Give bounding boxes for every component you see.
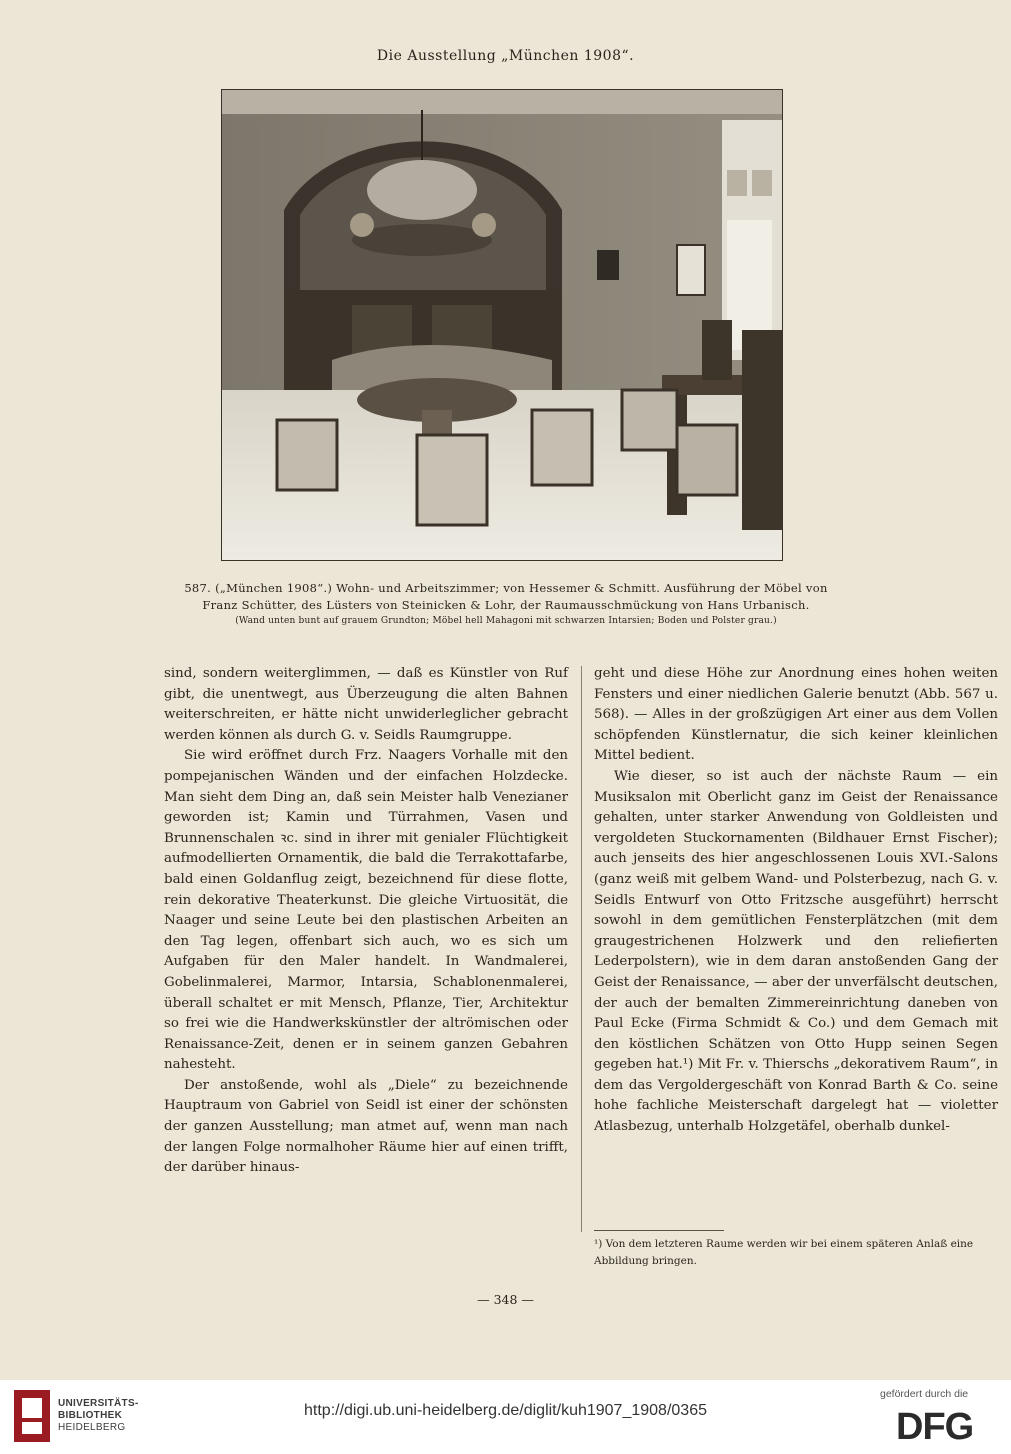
paragraph: Der anstoßende, wohl als „Diele“ zu bezeichnende Hauptraum von Gabriel von Seidl ist einer der schönsten der ganzen Ausstellung; man atmet auf, wenn man nach der langen Folge normalhoher Räume hier auf einen trifft, der darüber hinaus-: [164, 1077, 568, 1176]
caption-line-1: 587. („München 1908“.) Wohn- und Arbeitszimmer; von Hessemer & Schmitt. Ausführung der Möbel von: [184, 581, 828, 595]
running-head: Die Ausstellung „München 1908“.: [376, 48, 635, 64]
institution-line: UNIVERSITÄTS-: [58, 1398, 139, 1409]
interior-photograph: [221, 89, 783, 561]
institution-line: BIBLIOTHEK: [58, 1410, 123, 1421]
dfg-logo-icon: DFG: [896, 1406, 974, 1448]
paragraph: Wie dieser, so ist auch der nächste Raum — ein Musiksalon mit Oberlicht ganz im Geist der Renaissance gehalten, unter starker Anwendung von Goldleisten und vergoldeten Stuckornamenten (Bildhauer Ernst Fischer); auch jenseits des hier angeschlossenen Louis XVI.-Salons (ganz weiß mit gelbem Wand- und Polsterbezug, nach G. v. Seidls Entwurf von Otto Fritzsche ausgeführt) herrscht sowohl in dem gemütlichen Fensterplätzchen (mit dem graugestrichenen Holzwerk und den reliefierten Lederpolstern), wie in dem daran anstoßenden Gang der Geist der Renaissance, — aber der unverfälscht deutschen, der auch der bemalten Zimmereinrichtung daneben von Paul Ecke (Firma Schmidt & Co.) und dem Gemach mit den köstlichen Schätzen von Otto Hupp seinen Segen gegeben hat.¹) Mit Fr. v. Thierschs „dekorativem Raum“, in dem das Vergoldergeschäft von Konrad Barth & Co. seine hohe fachliche Meisterschaft dargelegt hat — violetter Atlasbezug, unterhalb Holzgetäfel, oberhalb dunkel-: [594, 768, 998, 1135]
right-column: [594, 664, 998, 1138]
paragraph: geht und diese Höhe zur Anordnung eines hohen weiten Fensters und einer niedlichen Galerie benutzt (Abb. 567 u. 568). — Alles in der großzügigen Art einer aus dem Vollen schöpfenden Künstlernatur, die sich keiner kleinlichen Mittel bedient.: [594, 666, 998, 764]
caption-line-2: Franz Schütter, des Lüsters von Steinicken & Lohr, der Raumausschmückung von Hans Urbanisch.: [202, 598, 810, 612]
paragraph: Sie wird eröffnet durch Frz. Naagers Vorhalle mit den pompejanischen Wänden und der einfachen Holzdecke. Man sieht dem Ding an, daß sein Meister halb Venezianer geworden ist; Kamin und Türrahmen, Vasen und Brunnenschalen ꝛc. sind in ihrer mit genialer Flüchtigkeit aufmodellierten Ornamentik, die bald die Terrakottafarbe, bald einen Goldanflug zeigt, bezeichnend für diese flotte, rein dekorative Theaterkunst. Die gleiche Virtuosität, die Naager und seine Leute bei den plastischen Arbeiten an den Tag legen, offenbart sich auch, wo es sich um Aufgaben für den Maler handelt. In Wandmalerei, Gobelinmalerei, Marmor, Intarsia, Schablonenmalerei, überall schaltet er mit Mensch, Pflanze, Tier, Architektur so frei wie die Handwerkskünstler der altrömischen oder Renaissance-Zeit, denen er in seinem ganzen Gebahren nahesteht.: [164, 748, 568, 1073]
caption-line-3: (Wand unten bunt auf grauem Grundton; Möbel hell Mahagoni mit schwarzen Intarsien; Boden und Polster grau.): [235, 616, 777, 626]
figure-caption: [160, 580, 852, 629]
footnote: ¹) Von dem letzteren Raume werden wir bei einem späteren Anlaß eine Abbildung bringen.: [594, 1238, 974, 1267]
institution-line: HEIDELBERG: [58, 1422, 126, 1433]
column-divider: [581, 666, 582, 1232]
footnote-divider: [594, 1230, 724, 1231]
source-url-link[interactable]: http://digi.ub.uni-heidelberg.de/diglit/kuh1907_1908/0365: [304, 1402, 707, 1419]
library-banner: [0, 1380, 1011, 1454]
interior-photograph-icon: [222, 90, 782, 560]
sponsor-text: gefördert durch die: [880, 1388, 969, 1400]
left-column: [164, 664, 568, 1179]
page-number: — 348 —: [477, 1292, 534, 1307]
paragraph: sind, sondern weiterglimmen, — daß es Künstler von Ruf gibt, die unentwegt, aus Überzeugung die alten Bahnen weiterschreiten, er hätte nicht unwiderleglicher gebracht werden können als durch G. v. Seidls Raumgruppe.: [164, 666, 568, 743]
